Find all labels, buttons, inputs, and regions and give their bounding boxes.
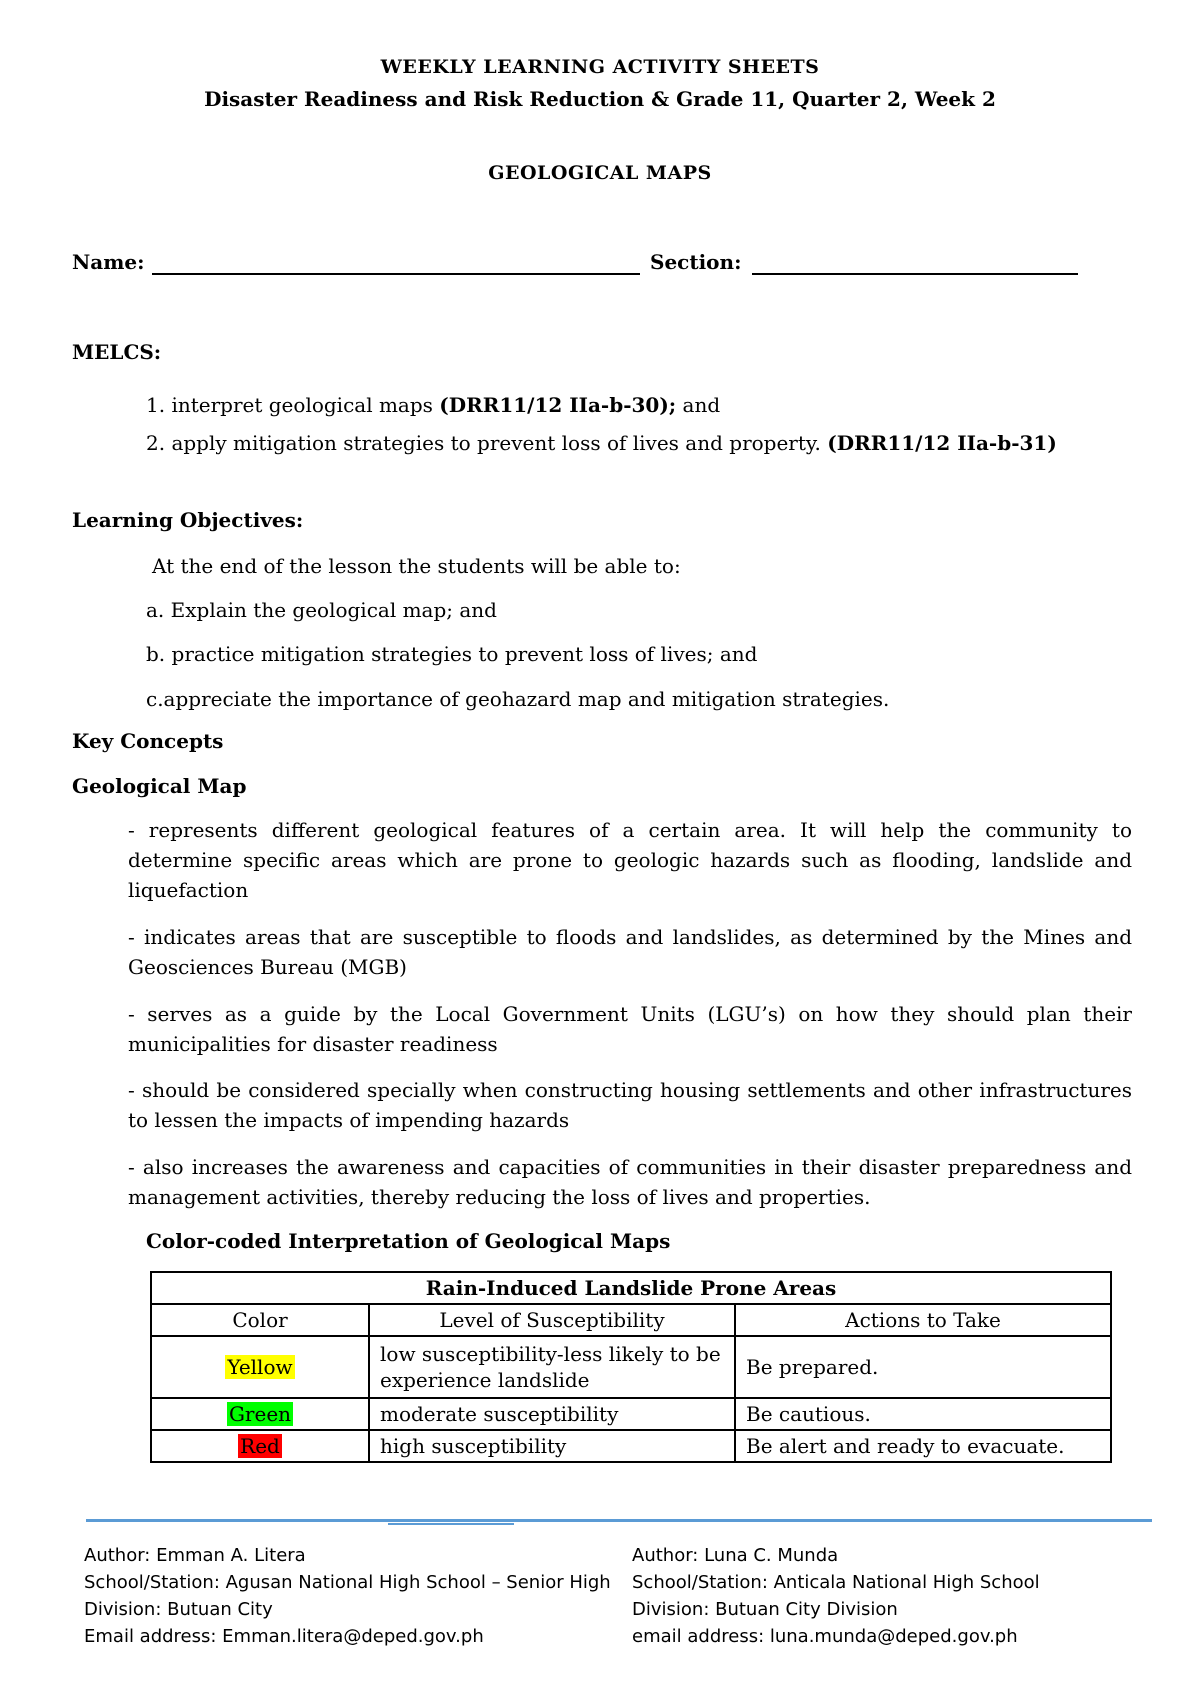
column-header-level: Level of Susceptibility (369, 1304, 735, 1336)
footer-left-author: Author: Emman A. Litera (84, 1545, 306, 1566)
color-swatch-red: Red (240, 1434, 280, 1458)
footer-rule (86, 1519, 1152, 1522)
footer-rule-accent (388, 1523, 514, 1525)
color-swatch-green: Green (228, 1402, 292, 1426)
section-label: Section: (650, 250, 742, 274)
objective-c: c.appreciate the importance of geohazard map and mitigation strategies. (146, 687, 890, 711)
melcs-item-1: 1. interpret geological maps (DRR11/12 IIa-b-30); and (146, 393, 721, 417)
objective-b: b. practice mitigation strategies to prevent loss of lives; and (146, 642, 758, 666)
table-header-row (151, 1304, 1111, 1336)
footer-left-email: Email address: Emman.litera@deped.gov.ph (84, 1626, 484, 1647)
footer-right-school: School/Station: Anticala National High School (632, 1572, 1040, 1593)
table-row (151, 1398, 1111, 1430)
concept-bullet-3: - serves as a guide by the Local Government Units (LGU’s) on how they should plan their municipalities for disaster readiness (128, 1002, 1132, 1056)
objective-a: a. Explain the geological map; and (146, 598, 497, 622)
footer-left-division: Division: Butuan City (84, 1599, 273, 1620)
section-field[interactable] (752, 273, 1078, 275)
color-swatch-yellow: Yellow (227, 1355, 293, 1379)
header-line2: Disaster Readiness and Risk Reduction & Grade 11, Quarter 2, Week 2 (204, 87, 996, 111)
name-field[interactable] (152, 273, 640, 275)
page-title: GEOLOGICAL MAPS (488, 162, 712, 184)
concept-bullet-4: - should be considered specially when constructing housing settlements and other infrastructures to lessen the impacts of impending hazards (128, 1078, 1132, 1132)
concept-bullet-2: - indicates areas that are susceptible to floods and landslides, as determined by the Mines and Geosciences Bureau (MGB) (128, 925, 1132, 979)
objectives-intro: At the end of the lesson the students will be able to: (152, 554, 681, 578)
table-row (151, 1336, 1111, 1398)
action-cell: Be alert and ready to evacuate. (735, 1430, 1111, 1462)
name-label: Name: (72, 250, 145, 274)
footer-right-division: Division: Butuan City Division (632, 1599, 898, 1620)
level-cell: high susceptibility (369, 1430, 735, 1462)
susceptibility-table (150, 1271, 1112, 1463)
table-title: Rain-Induced Landslide Prone Areas (151, 1272, 1111, 1304)
level-cell: moderate susceptibility (369, 1398, 735, 1430)
table-caption: Color-coded Interpretation of Geological Maps (146, 1229, 671, 1253)
name-section-row (72, 250, 1082, 280)
column-header-color: Color (151, 1304, 369, 1336)
footer-left-school: School/Station: Agusan National High School – Senior High (84, 1572, 611, 1593)
table-row (151, 1430, 1111, 1462)
concept-bullet-1: - represents different geological features of a certain area. It will help the community to determine specific areas which are prone to geologic hazards such as flooding, landslide and liquefaction (128, 818, 1132, 902)
melcs-item-2: 2. apply mitigation strategies to prevent loss of lives and property. (DRR11/12 IIa-b-31) (146, 431, 1057, 455)
footer-author-left (84, 1542, 611, 1650)
action-cell: Be prepared. (735, 1336, 1111, 1398)
footer-right-email: email address: luna.munda@deped.gov.ph (632, 1626, 1018, 1647)
geological-map-heading: Geological Map (72, 774, 247, 798)
level-cell: low susceptibility-less likely to be experience landslide (369, 1336, 735, 1398)
objectives-heading: Learning Objectives: (72, 508, 304, 532)
action-cell: Be cautious. (735, 1398, 1111, 1430)
concept-bullet-5: - also increases the awareness and capacities of communities in their disaster preparedness and management activities, thereby reducing the loss of lives and properties. (128, 1155, 1132, 1209)
header-line1: WEEKLY LEARNING ACTIVITY SHEETS (380, 56, 820, 78)
column-header-actions: Actions to Take (735, 1304, 1111, 1336)
table-title-row (151, 1272, 1111, 1304)
footer-author-right (632, 1542, 1040, 1650)
melcs-heading: MELCS: (72, 340, 162, 364)
footer-right-author: Author: Luna C. Munda (632, 1545, 839, 1566)
key-concepts-heading: Key Concepts (72, 729, 224, 753)
